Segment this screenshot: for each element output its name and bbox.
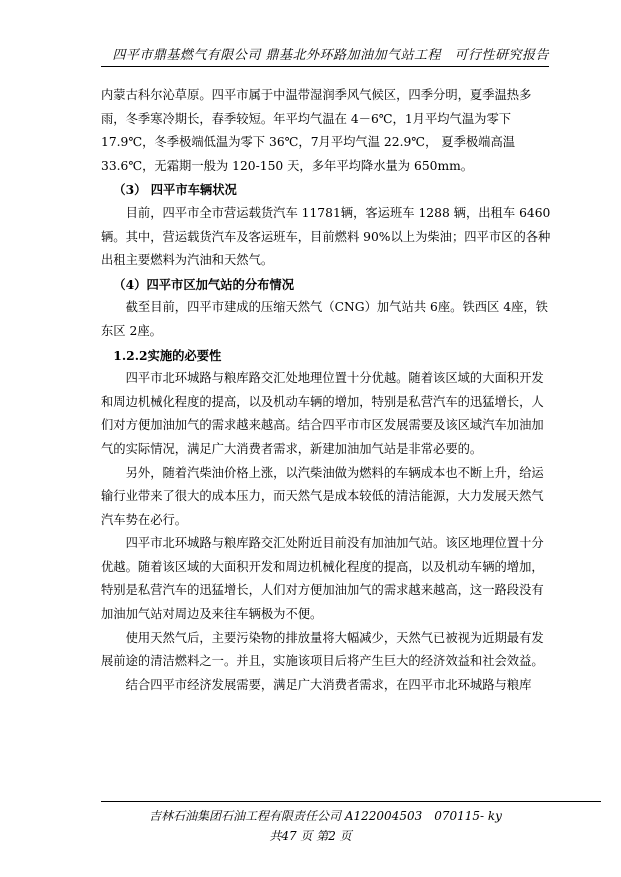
paragraph-climate: 内蒙古科尔沁草原。四平市属于中温带湿润季风气候区，四季分明，夏季温热多雨，冬季寒冷期长，春季较短。年平均气温在 4－6℃，1月平均气温为零下 17.9℃，冬季极端低温为零下 36℃，7月平均气温 22.9℃， 夏季极端高温 33.6℃，无霜期一般为 120-150 天，多年平均降水量为 650mm。 — [101, 88, 532, 173]
header-title: 四平市鼎基燃气有限公司 鼎基北外环路加油加气站工程 可行性研究报告 — [112, 48, 549, 63]
footer-page-number: 共47 页 第2 页 — [269, 829, 352, 843]
paragraph-necessity-3: 四平市北环城路与粮库路交汇处附近目前没有加油加气站。该区地理位置十分优越。随着该区域的大面积开发和周边机械化程度的提高，以及机动车辆的增加，特别是私营汽车的迅猛增长，人们对方便加油加气的需求越来越高，这一路段没有加油加气站对周边及来往车辆极为不便。 — [101, 536, 544, 622]
paragraph-necessity-1: 四平市北环城路与粮库路交汇处地理位置十分优越。随着该区域的大面积开发和周边机械化程度的提高，以及机动车辆的增加，特别是私营汽车的迅猛增长，人们对方便加油加气的需求越来越高。结合四平市市区发展需要及该区域汽车加油加气的实际情况，满足广大消费者需求，新建加油加气站是非常必要的。 — [101, 371, 544, 456]
paragraph-necessity-2: 另外，随着汽柴油价格上涨，以汽柴油做为燃料的车辆成本也不断上升，给运输行业带来了很大的成本压力，而天然气是成本较低的清洁能源，大力发展天然气汽车势在必行。 — [101, 465, 544, 527]
header-rule — [101, 66, 549, 67]
document-body — [101, 84, 553, 697]
paragraph-necessity-5: 结合四平市经济发展需要，满足广大消费者需求，在四平市北环城路与粮库 — [125, 677, 532, 692]
section-heading-stations: （4）四平市区加气站的分布情况 — [113, 276, 295, 292]
section-heading-vehicles: （3） 四平市车辆状况 — [113, 182, 237, 198]
page-header — [0, 36, 621, 66]
paragraph-stations: 截至目前，四平市建成的压缩天然气（CNG）加气站共 6座。铁西区 4座，铁东区 2座。 — [101, 300, 548, 338]
paragraph-vehicles: 目前，四平市全市营运载货汽车 11781辆，客运班车 1288 辆，出租车 6460 辆。其中，营运载货汽车及客运班车，目前燃料 90%以上为柴油；四平市区的各种出租主要燃料为汽油和天然气。 — [101, 205, 551, 268]
footer-company: 吉林石油集团石油工程有限责任公司 A122004503 070115- ky — [149, 809, 502, 823]
footer-rule — [101, 801, 601, 802]
section-heading-necessity: 1.2.2实施的必要性 — [113, 347, 222, 363]
paragraph-necessity-4: 使用天然气后，主要污染物的排放量将大幅减少，天然气已被视为近期最有发展前途的清洁燃料之一。并且，实施该项目后将产生巨大的经济效益和社会效益。 — [101, 630, 544, 669]
